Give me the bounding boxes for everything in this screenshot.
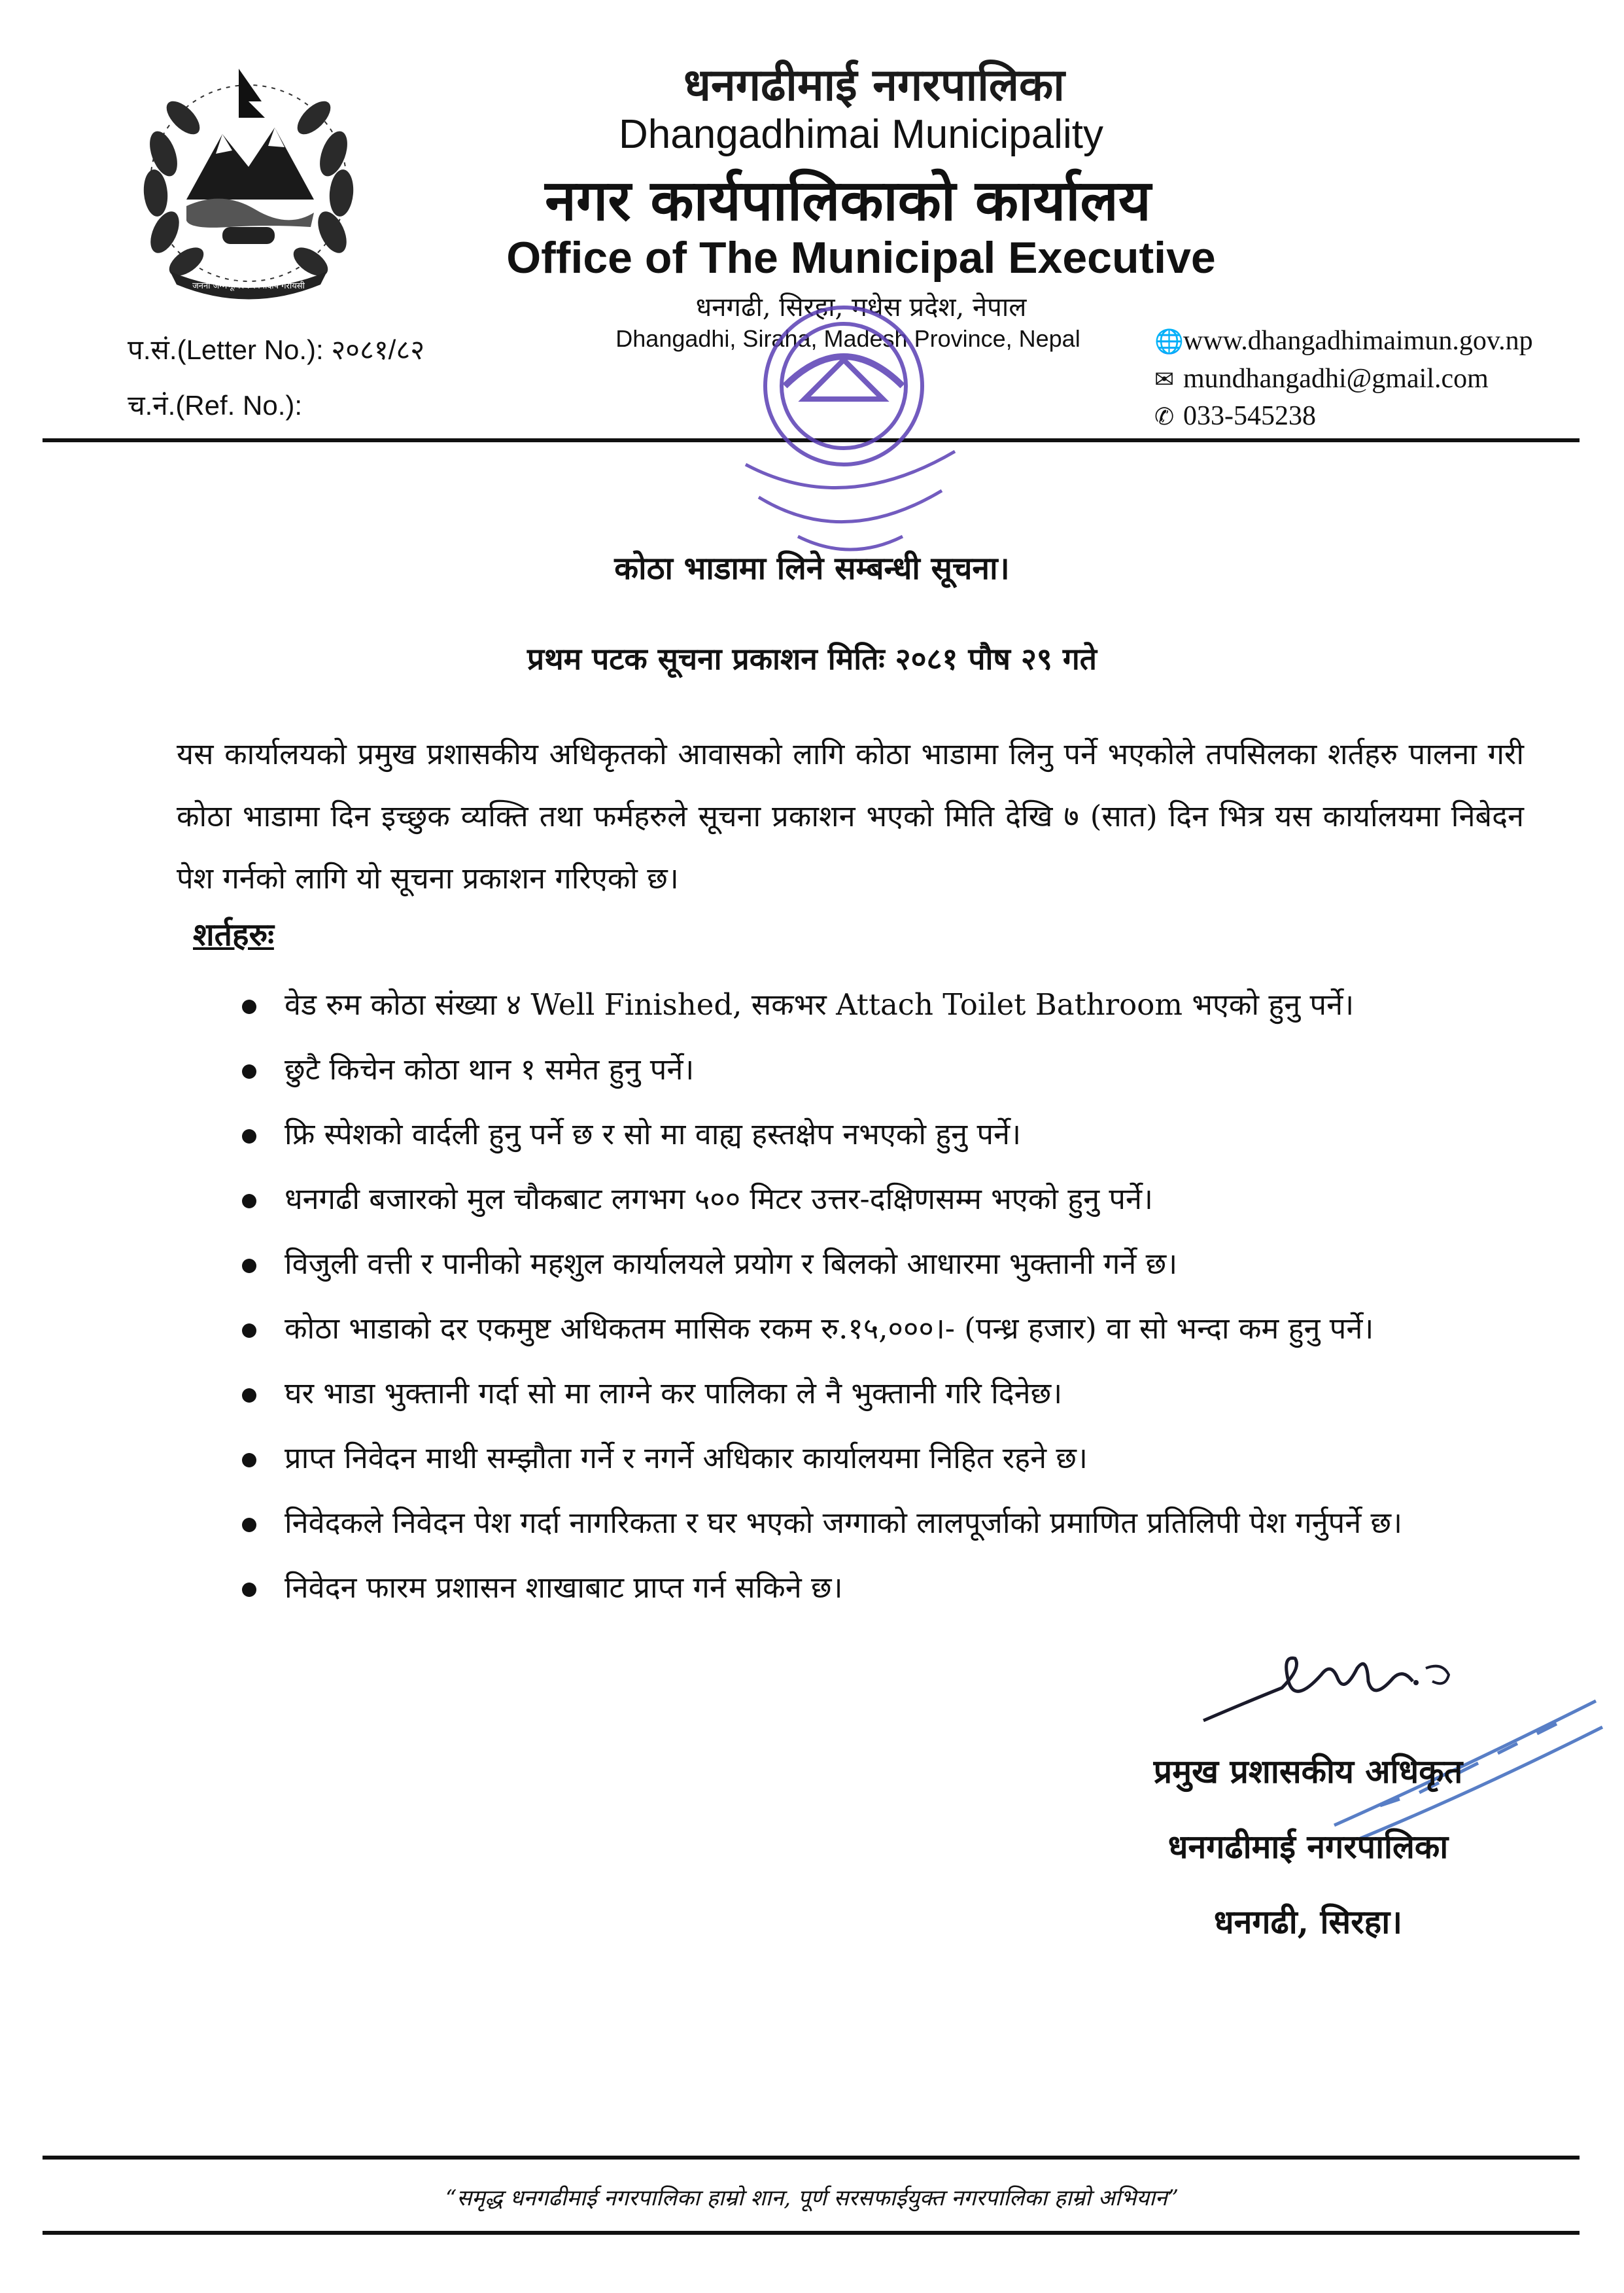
email-row (1154, 363, 1489, 394)
signature-block (981, 1734, 1624, 1959)
publish-date: प्रथम पटक सूचना प्रकाशन मितिः २०८१ पौष २९ गते (527, 641, 1097, 676)
email-link[interactable]: mundhangadhi@gmail.com (1183, 364, 1489, 394)
signatory-designation: प्रमुख प्रशासकीय अधिकृत (1153, 1752, 1463, 1791)
municipality-name-nepali: धनगढीमाई नगरपालिका (683, 59, 1065, 111)
condition-item: कोठा भाडाको दर एकमुष्ट अधिकतम मासिक रकम रु.१५,०००।- (पन्ध्र हजार) वा सो भन्दा कम हुनु पर्ने। (242, 1305, 1524, 1352)
globe-icon: 🌐 (1154, 328, 1184, 355)
condition-item: वेड रुम कोठा संख्या ४ Well Finished, सकभर Attach Toilet Bathroom भएको हुनु पर्ने। (242, 981, 1524, 1028)
condition-item: निवेदन फारम प्रशासन शाखाबाट प्राप्त गर्न सकिने छ। (242, 1564, 1524, 1611)
footer-divider-top (43, 2156, 1580, 2160)
signatory-location: धनगढी, सिरहा। (1213, 1902, 1403, 1941)
condition-item: फ्रि स्पेशको वार्दली हुनु पर्ने छ र सो मा वाह्य हस्तक्षेप नभएको हुनु पर्ने। (242, 1111, 1524, 1158)
mail-icon: ✉ (1154, 366, 1175, 393)
notice-title: कोठा भाडामा लिने सम्बन्धी सूचना। (614, 550, 1010, 587)
footer-divider-bottom (43, 2231, 1580, 2235)
condition-item: विजुली वत्ती र पानीको महशुल कार्यालयले प्रयोग र बिलको आधारमा भुक्तानी गर्ने छ। (242, 1240, 1524, 1287)
address-english: Dhangadhi, Siraha, Madesh Province, Nepal (615, 325, 1080, 352)
phone-icon: ✆ (1154, 404, 1175, 430)
phone-number: 033-545238 (1183, 401, 1316, 431)
condition-item: प्राप्त निवेदन माथी सम्झौता गर्ने र नगर्ने अधिकार कार्यालयमा निहित रहने छ। (242, 1435, 1524, 1482)
phone-row (1154, 400, 1316, 432)
office-name-nepali: नगर कार्यपालिकाको कार्यालय (545, 167, 1151, 234)
condition-item: धनगढी बजारको मुल चौकबाट लगभग ५०० मिटर उत्तर-दक्षिणसम्म भएको हुनु पर्ने। (242, 1176, 1524, 1223)
condition-item: निवेदकले निवेदन पेश गर्दा नागरिकता र घर भएको जग्गाको लालपूर्जाको प्रमाणित प्रतिलिपी पेश गर्नुपर्ने छ। (242, 1499, 1524, 1547)
condition-item: घर भाडा भुक्तानी गर्दा सो मा लाग्ने कर पालिका ले नै भुक्तानी गरि दिनेछ। (242, 1370, 1524, 1417)
notice-body: यस कार्यालयको प्रमुख प्रशासकीय अधिकृतको आवासको लागि कोठा भाडामा लिनु पर्ने भएकोले तपसिलका शर्तहरु पालना गरी कोठा भाडामा दिन इच्छुक व्यक्ति तथा फर्महरुले सूचना प्रकाशन भएको मिति देखि ७ (सात) दिन भित्र यस कार्यालयमा निबेदन पेश गर्नको लागि यो सूचना प्रकाशन गरिएको छ। (177, 737, 1524, 896)
website-link[interactable]: www.dhangadhimaimun.gov.np (1183, 326, 1533, 356)
condition-item: छुटै किचेन कोठा थान १ समेत हुनु पर्ने। (242, 1046, 1524, 1093)
conditions-list (242, 981, 1524, 1611)
reference-number: च.नं.(Ref. No.): (128, 390, 303, 421)
signatory-office: धनगढीमाई नगरपालिका (1167, 1827, 1449, 1866)
footer-slogan: “समृद्ध धनगढीमाई नगरपालिका हाम्रो शान, पूर्ण सरसफाईयुक्त नगरपालिका हाम्रो अभियान” (445, 2185, 1179, 2211)
conditions-heading: शर्तहरुः (193, 917, 274, 953)
address-nepali: धनगढी, सिरहा, मधेस प्रदेश, नेपाल (695, 292, 1027, 323)
office-stamp-icon (706, 301, 994, 576)
website-row (1154, 325, 1533, 357)
municipality-name-english: Dhangadhimai Municipality (619, 112, 1103, 157)
emblem-motto: जननी जन्मभूमिश्च स्वर्गादपि गरीयसी (192, 281, 305, 291)
office-name-english: Office of The Municipal Executive (506, 233, 1216, 283)
letter-number: प.सं.(Letter No.): २०८१/८२ (128, 334, 425, 365)
